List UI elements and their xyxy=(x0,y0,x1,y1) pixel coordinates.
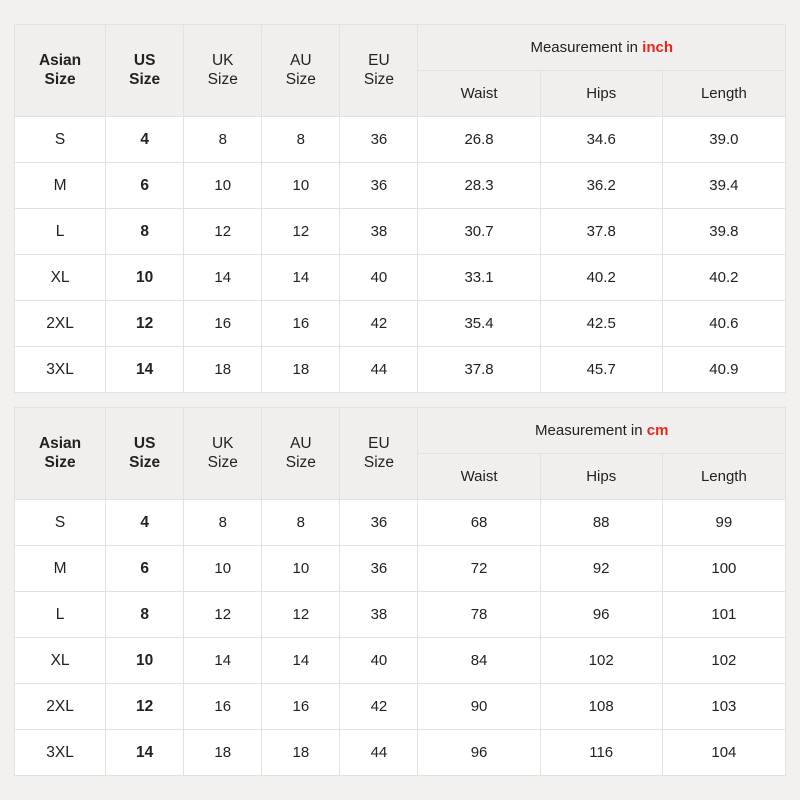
cell-waist: 30.7 xyxy=(418,209,540,255)
cell-hips: 108 xyxy=(540,684,662,730)
cell-hips: 92 xyxy=(540,546,662,592)
cell-asian-size: 3XL xyxy=(15,347,106,393)
header-uk-size: UK Size xyxy=(184,25,262,117)
cell-au-size: 14 xyxy=(262,255,340,301)
header-hips: Hips xyxy=(540,454,662,500)
cell-us-size: 12 xyxy=(106,301,184,347)
cell-hips: 102 xyxy=(540,638,662,684)
cell-us-size: 4 xyxy=(106,117,184,163)
cell-waist: 72 xyxy=(418,546,540,592)
header-hips: Hips xyxy=(540,71,662,117)
measurement-unit-label: cm xyxy=(646,422,669,439)
header-au-size: AU Size xyxy=(262,25,340,117)
cell-au-size: 12 xyxy=(262,209,340,255)
cell-us-size: 10 xyxy=(106,638,184,684)
table-row xyxy=(15,255,786,301)
cell-waist: 26.8 xyxy=(418,117,540,163)
cell-length: 100 xyxy=(662,546,785,592)
cell-waist: 96 xyxy=(418,730,540,776)
cell-asian-size: S xyxy=(15,117,106,163)
cell-eu-size: 36 xyxy=(340,500,418,546)
header-asian-size: Asian Size xyxy=(15,408,106,500)
table-row xyxy=(15,500,786,546)
cell-eu-size: 38 xyxy=(340,592,418,638)
cell-length: 104 xyxy=(662,730,785,776)
cell-au-size: 8 xyxy=(262,117,340,163)
cell-eu-size: 44 xyxy=(340,347,418,393)
header-waist: Waist xyxy=(418,454,540,500)
header-eu-size: EU Size xyxy=(340,25,418,117)
cell-uk-size: 10 xyxy=(184,163,262,209)
cell-us-size: 8 xyxy=(106,209,184,255)
cell-eu-size: 36 xyxy=(340,546,418,592)
cell-waist: 90 xyxy=(418,684,540,730)
table-row xyxy=(15,730,786,776)
cell-uk-size: 16 xyxy=(184,301,262,347)
cell-waist: 35.4 xyxy=(418,301,540,347)
header-length: Length xyxy=(662,71,785,117)
cell-asian-size: 2XL xyxy=(15,684,106,730)
cell-hips: 116 xyxy=(540,730,662,776)
cell-uk-size: 16 xyxy=(184,684,262,730)
cell-asian-size: XL xyxy=(15,638,106,684)
cell-us-size: 8 xyxy=(106,592,184,638)
table-row xyxy=(15,638,786,684)
cell-hips: 36.2 xyxy=(540,163,662,209)
cell-waist: 37.8 xyxy=(418,347,540,393)
header-us-size: US Size xyxy=(106,25,184,117)
cell-hips: 34.6 xyxy=(540,117,662,163)
cell-au-size: 8 xyxy=(262,500,340,546)
header-uk-size: UK Size xyxy=(184,408,262,500)
cell-asian-size: 3XL xyxy=(15,730,106,776)
measurement-unit-title: Measurement in cm xyxy=(418,408,786,454)
table-row xyxy=(15,592,786,638)
cell-asian-size: M xyxy=(15,546,106,592)
cell-length: 101 xyxy=(662,592,785,638)
size-chart-table-inch xyxy=(14,24,786,393)
cell-us-size: 4 xyxy=(106,500,184,546)
cell-length: 102 xyxy=(662,638,785,684)
cell-eu-size: 38 xyxy=(340,209,418,255)
measurement-unit-label: inch xyxy=(642,39,674,56)
cell-waist: 28.3 xyxy=(418,163,540,209)
cell-au-size: 16 xyxy=(262,301,340,347)
cell-uk-size: 12 xyxy=(184,209,262,255)
cell-asian-size: XL xyxy=(15,255,106,301)
cell-length: 39.4 xyxy=(662,163,785,209)
cell-uk-size: 8 xyxy=(184,500,262,546)
header-eu-size: EU Size xyxy=(340,408,418,500)
cell-uk-size: 14 xyxy=(184,255,262,301)
cell-au-size: 18 xyxy=(262,730,340,776)
cell-uk-size: 18 xyxy=(184,730,262,776)
cell-eu-size: 44 xyxy=(340,730,418,776)
measurement-unit-title: Measurement in inch xyxy=(418,25,786,71)
cell-length: 40.9 xyxy=(662,347,785,393)
cell-asian-size: L xyxy=(15,209,106,255)
cell-eu-size: 40 xyxy=(340,638,418,684)
cell-waist: 78 xyxy=(418,592,540,638)
cell-hips: 45.7 xyxy=(540,347,662,393)
table-row xyxy=(15,546,786,592)
cell-length: 99 xyxy=(662,500,785,546)
cell-us-size: 6 xyxy=(106,163,184,209)
cell-us-size: 10 xyxy=(106,255,184,301)
cell-uk-size: 10 xyxy=(184,546,262,592)
cell-length: 40.2 xyxy=(662,255,785,301)
cell-waist: 33.1 xyxy=(418,255,540,301)
cell-au-size: 16 xyxy=(262,684,340,730)
cell-au-size: 12 xyxy=(262,592,340,638)
cell-length: 39.8 xyxy=(662,209,785,255)
cell-length: 39.0 xyxy=(662,117,785,163)
size-chart-table-cm xyxy=(14,407,786,776)
table-header-row xyxy=(15,25,786,71)
cell-hips: 37.8 xyxy=(540,209,662,255)
header-asian-size: Asian Size xyxy=(15,25,106,117)
cell-eu-size: 42 xyxy=(340,684,418,730)
cell-au-size: 18 xyxy=(262,347,340,393)
table-row xyxy=(15,684,786,730)
header-us-size: US Size xyxy=(106,408,184,500)
cell-eu-size: 42 xyxy=(340,301,418,347)
table-row xyxy=(15,209,786,255)
cell-uk-size: 14 xyxy=(184,638,262,684)
header-length: Length xyxy=(662,454,785,500)
cell-asian-size: L xyxy=(15,592,106,638)
cell-eu-size: 36 xyxy=(340,163,418,209)
cell-uk-size: 18 xyxy=(184,347,262,393)
cell-uk-size: 8 xyxy=(184,117,262,163)
header-waist: Waist xyxy=(418,71,540,117)
cell-hips: 42.5 xyxy=(540,301,662,347)
table-row xyxy=(15,117,786,163)
cell-au-size: 14 xyxy=(262,638,340,684)
cell-asian-size: S xyxy=(15,500,106,546)
cell-uk-size: 12 xyxy=(184,592,262,638)
table-row xyxy=(15,347,786,393)
cell-us-size: 14 xyxy=(106,347,184,393)
cell-us-size: 14 xyxy=(106,730,184,776)
cell-hips: 40.2 xyxy=(540,255,662,301)
cell-waist: 68 xyxy=(418,500,540,546)
cell-waist: 84 xyxy=(418,638,540,684)
table-row xyxy=(15,301,786,347)
cell-asian-size: 2XL xyxy=(15,301,106,347)
header-au-size: AU Size xyxy=(262,408,340,500)
cell-length: 103 xyxy=(662,684,785,730)
cell-us-size: 12 xyxy=(106,684,184,730)
cell-us-size: 6 xyxy=(106,546,184,592)
cell-au-size: 10 xyxy=(262,546,340,592)
cell-eu-size: 40 xyxy=(340,255,418,301)
cell-eu-size: 36 xyxy=(340,117,418,163)
table-row xyxy=(15,163,786,209)
cell-length: 40.6 xyxy=(662,301,785,347)
table-header-row xyxy=(15,408,786,454)
cell-hips: 88 xyxy=(540,500,662,546)
cell-hips: 96 xyxy=(540,592,662,638)
cell-au-size: 10 xyxy=(262,163,340,209)
cell-asian-size: M xyxy=(15,163,106,209)
